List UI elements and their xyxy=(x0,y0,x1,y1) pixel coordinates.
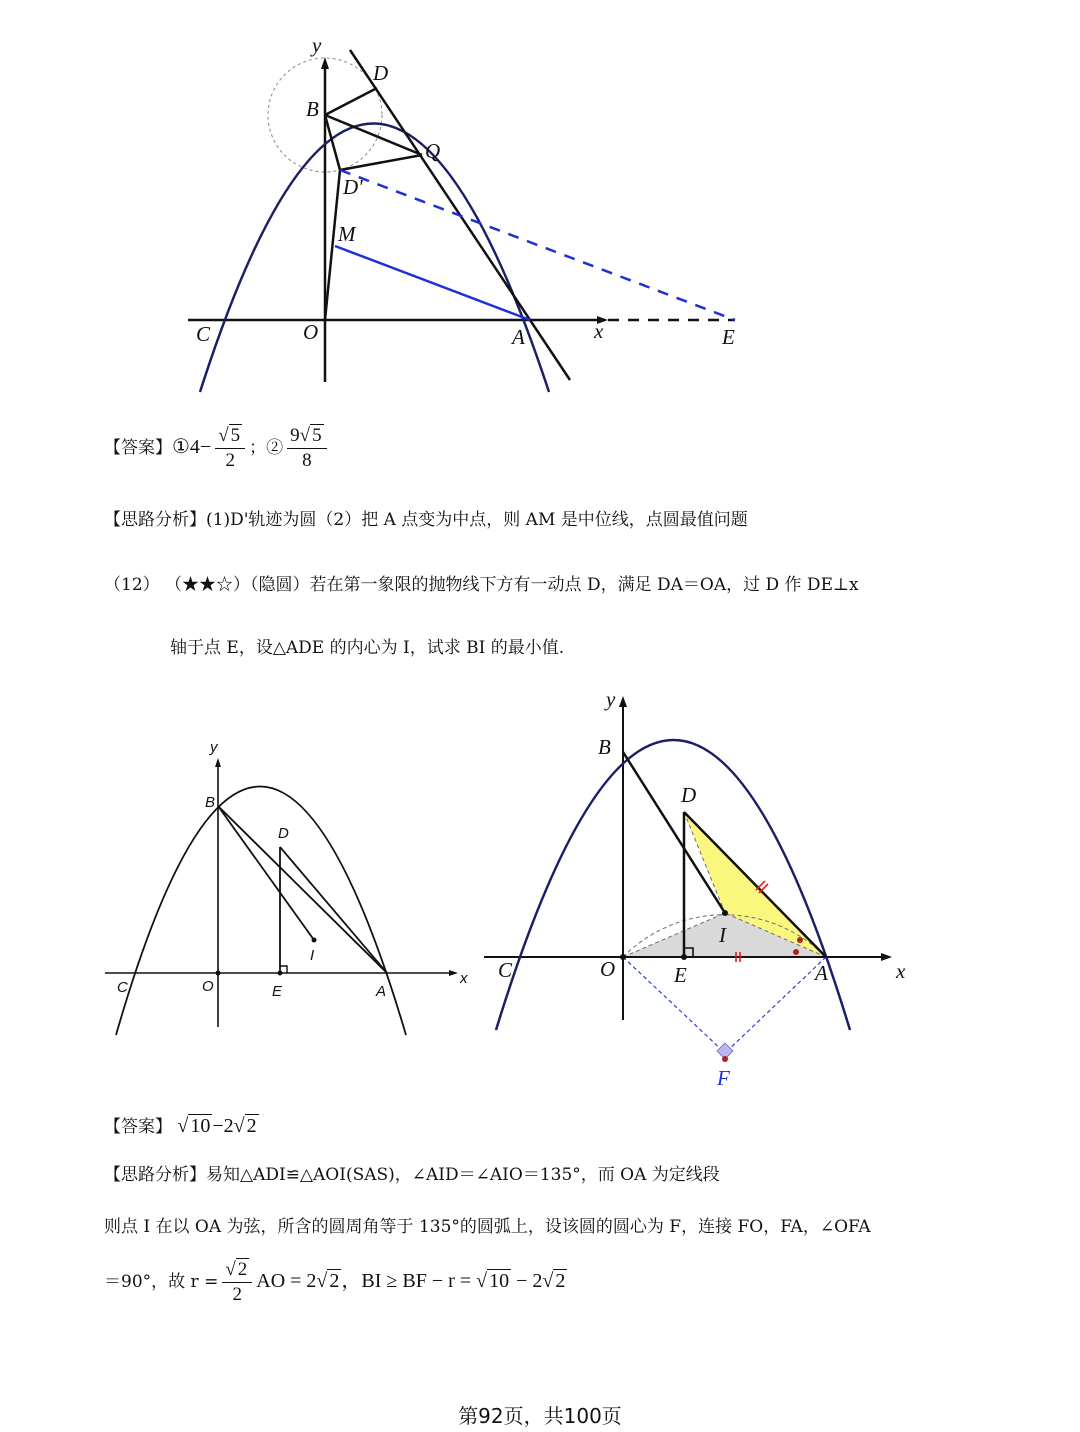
label-D: D xyxy=(681,783,697,807)
answer-1-part1-prefix: ①4− xyxy=(172,436,212,458)
label-x: x xyxy=(896,959,906,983)
label-y: y xyxy=(210,739,218,756)
label-A: A xyxy=(815,961,828,985)
label-O: O xyxy=(600,957,616,981)
segment-AF xyxy=(725,957,826,1053)
problem-12-line1: （12） （★★☆）（隐圆）若在第一象限的抛物线下方有一动点 D，满足 DA＝OA，过 D 作 DE⊥x xyxy=(104,575,859,595)
label-A: A xyxy=(512,325,525,349)
answer-2-value: √ 10 −2√ 2 xyxy=(177,1115,257,1137)
angle-mark-1 xyxy=(797,937,803,943)
answer-2 xyxy=(104,1112,259,1138)
answer-tag: 【答案】 xyxy=(104,438,172,458)
label-A: A xyxy=(376,983,387,1000)
point-O xyxy=(620,954,626,960)
segment-BI xyxy=(218,806,314,940)
analysis-1-text: (1)D'轨迹为圆（2）把 A 点变为中点，则 AM 是中位线，点圆最值问题 xyxy=(206,510,748,530)
label-Q: Q xyxy=(425,139,441,163)
label-O: O xyxy=(202,978,214,995)
answer-1 xyxy=(104,424,331,473)
segment-BA xyxy=(218,806,387,973)
label-B: B xyxy=(306,97,319,121)
analysis-2-line3 xyxy=(104,1258,567,1307)
segment-MA xyxy=(335,246,530,320)
r-fraction: $\frac{√ 2}{2}$ xyxy=(222,1258,252,1307)
point-E xyxy=(278,971,283,976)
label-Dprime: D' xyxy=(343,175,363,199)
label-E: E xyxy=(674,963,687,987)
angle-mark-2 xyxy=(793,949,799,955)
label-C: C xyxy=(117,979,128,996)
label-y: y xyxy=(606,687,616,711)
label-M: M xyxy=(338,222,356,246)
label-E: E xyxy=(272,983,283,1000)
page-number: 第92页，共100页 xyxy=(458,1404,622,1428)
segment-BD xyxy=(325,88,377,115)
label-C: C xyxy=(196,322,211,346)
label-E: E xyxy=(722,325,735,349)
figure-2 xyxy=(100,735,480,1040)
analysis-tag: 【思路分析】 xyxy=(104,510,206,530)
analysis-2-line3-prefix: ＝90°，故 r = xyxy=(104,1272,219,1292)
analysis-2-line1 xyxy=(104,1160,720,1185)
label-B: B xyxy=(598,735,611,759)
analysis-1 xyxy=(104,505,748,530)
analysis-2-text1: 易知△ADI≌△AOI(SAS)，∠AID＝∠AIO＝135°，而 OA 为定线段 xyxy=(206,1165,720,1185)
segment-DpQ xyxy=(340,155,422,170)
segment-BI xyxy=(623,752,725,913)
analysis-2-line2: 则点 I 在以 OA 为弦，所含的圆周角等于 135°的圆弧上，设该圆的圆心为 F，连接 FO，FA，∠OFA xyxy=(104,1217,871,1237)
answer-1-frac1: $\frac{√ 5}{2}$ xyxy=(215,424,245,473)
inequality: ，BI ≥ BF − r = √ 10 − 2√ 2 xyxy=(341,1270,566,1292)
figure-1 xyxy=(180,30,760,400)
problem-12-line2: 轴于点 E，设△ADE 的内心为 I，试求 BI 的最小值. xyxy=(170,638,565,658)
label-B: B xyxy=(205,794,216,811)
answer-1-frac2: $\frac{9√ 5}{8}$ xyxy=(287,424,326,473)
r-rest: AO = 2√ 2 xyxy=(256,1270,340,1292)
point-F xyxy=(722,1056,728,1062)
y-axis-arrow-icon xyxy=(215,758,221,767)
answer-tag: 【答案】 xyxy=(104,1117,172,1137)
answer-1-separator: ；② xyxy=(249,438,284,458)
parabola xyxy=(496,740,850,1030)
point-E xyxy=(681,954,687,960)
x-axis-arrow-icon xyxy=(881,953,892,961)
label-O: O xyxy=(303,320,319,344)
label-D: D xyxy=(278,825,289,842)
parabola xyxy=(116,787,406,1036)
label-x: x xyxy=(594,319,604,343)
label-C: C xyxy=(498,958,513,982)
segment-DpE-dashed xyxy=(340,170,735,320)
segment-DA xyxy=(280,847,387,973)
x-axis-arrow-icon xyxy=(449,970,458,976)
y-axis-arrow-icon xyxy=(619,696,627,707)
label-I: I xyxy=(719,923,726,947)
label-I: I xyxy=(310,947,315,964)
point-I xyxy=(722,910,728,916)
point-O xyxy=(216,971,221,976)
label-D: D xyxy=(373,61,389,85)
label-y: y xyxy=(312,33,322,57)
analysis-tag: 【思路分析】 xyxy=(104,1165,206,1185)
label-x: x xyxy=(460,970,468,987)
figure-3 xyxy=(480,680,920,1090)
label-F: F xyxy=(717,1066,730,1090)
y-axis-arrow-icon xyxy=(321,57,329,69)
point-I xyxy=(312,938,317,943)
